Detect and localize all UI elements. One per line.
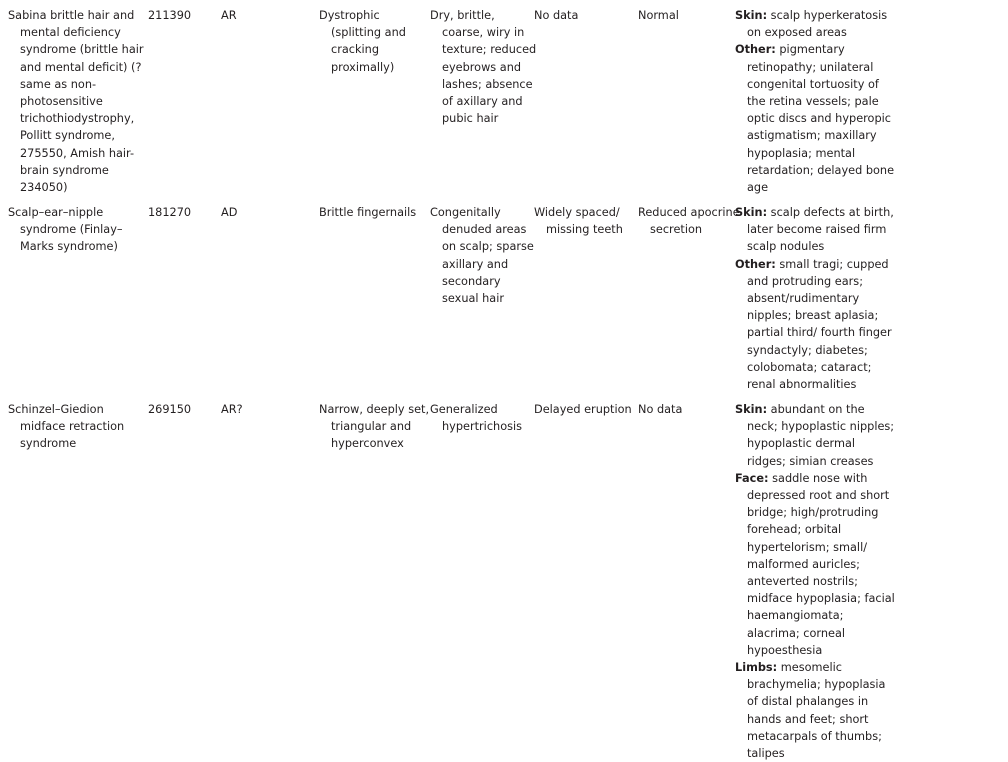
feature-label: Other: (735, 257, 776, 271)
feature-entry (735, 659, 897, 762)
syndrome-name: Schinzel–Giedion midface retraction syndrome (8, 403, 125, 451)
nails-finding: Dystrophic (splitting and cracking proximally) (319, 9, 406, 74)
feature-label: Skin: (735, 9, 768, 22)
feature-text: scalp defects at birth, later become raised firm scalp nodules (747, 206, 894, 254)
inheritance: AD (221, 206, 238, 219)
feature-label: Skin: (735, 403, 768, 416)
sweating-finding: No data (638, 403, 683, 416)
other-features (735, 204, 897, 393)
teeth-finding: No data (534, 9, 579, 22)
hair-finding: Generalized hypertrichosis (430, 403, 523, 434)
nails-finding: Brittle fingernails (319, 206, 417, 219)
feature-text: saddle nose with depressed root and short bridge; high/protruding forehead; orbital hypertelorism; small/ malformed auricles; anteverted nostrils; midface hypoplasia; facial haemangiomata; alacrima; corneal hypoesthesia (747, 471, 895, 657)
feature-entry (735, 470, 897, 659)
other-features (735, 401, 897, 762)
feature-entry (735, 401, 897, 470)
feature-entry (735, 204, 897, 256)
feature-label: Limbs: (735, 661, 778, 675)
omim-number: 181270 (148, 206, 192, 219)
sweating-finding: Normal (638, 9, 679, 22)
feature-text: small tragi; cupped and protruding ears; absent/rudimentary nipples; breast aplasia; partial third/ fourth finger syndactyly; diabetes; colobomata; cataract; renal abnormalities (747, 257, 892, 392)
feature-label: Skin: (735, 206, 768, 219)
inheritance: AR? (221, 403, 243, 416)
feature-text: pigmentary retinopathy; unilateral congenital tortuosity of the retina vessels; pale optic discs and hyperopic astigmatism; maxillary hypoplasia; mental retardation; delayed bone age (747, 43, 895, 195)
feature-label: Face: (735, 471, 769, 485)
inheritance: AR (221, 9, 237, 22)
omim-number: 211390 (148, 9, 192, 22)
feature-entry (735, 41, 897, 196)
feature-entry (735, 7, 897, 41)
syndrome-name: Scalp–ear–nipple syndrome (Finlay–Marks syndrome) (8, 206, 123, 254)
feature-label: Other: (735, 43, 776, 57)
nails-finding: Narrow, deeply set, triangular and hyperconvex (319, 403, 430, 451)
hair-finding: Dry, brittle, coarse, wiry in texture; reduced eyebrows and lashes; absence of axillary and pubic hair (430, 9, 537, 126)
omim-number: 269150 (148, 403, 192, 416)
sweating-finding: Reduced apocrine secretion (638, 206, 740, 237)
teeth-finding: Delayed eruption (534, 403, 632, 416)
feature-text: mesomelic brachymelia; hypoplasia of distal phalanges in hands and feet; short metacarpals of thumbs; talipes (747, 661, 886, 761)
other-features (735, 7, 897, 196)
hair-finding: Congenitally denuded areas on scalp; sparse axillary and secondary sexual hair (430, 206, 534, 306)
feature-text: scalp hyperkeratosis on exposed areas (747, 9, 888, 40)
teeth-finding: Widely spaced/ missing teeth (534, 206, 623, 237)
feature-entry (735, 256, 897, 394)
feature-text: abundant on the neck; hypoplastic nipples; hypoplastic dermal ridges; simian creases (747, 403, 895, 468)
syndrome-name: Sabina brittle hair and mental deficiency syndrome (brittle hair and mental deficit) (?same as non-photosensitive trichothiodystrophy, Pollitt syndrome, 275550, Amish hair-brain syndrome 234050) (8, 9, 144, 195)
